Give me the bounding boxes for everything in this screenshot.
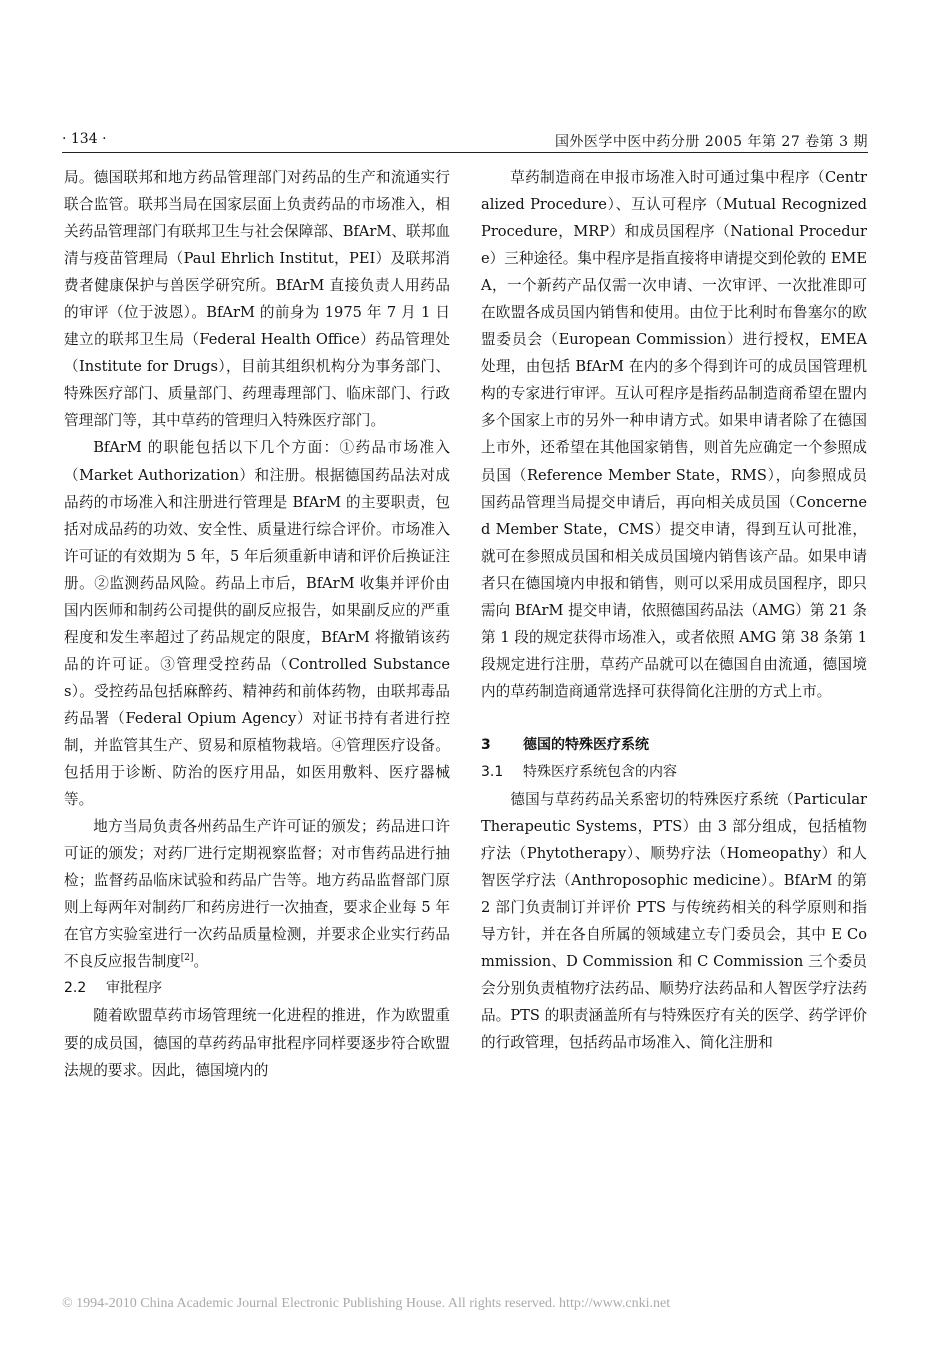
section-2-2-number: 2.2 [64, 980, 87, 997]
section-3-number: 3 [481, 736, 491, 753]
section-3-1-title: 特殊医疗系统包含的内容 [523, 763, 677, 780]
right-column [481, 164, 867, 1057]
running-header [62, 131, 868, 153]
right-paragraph-1: 草药制造商在申报市场准入时可通过集中程序（Centralized Procedure）、互认可程序（Mutual Recognized Procedure，MRP）和成员国程序（National Procedure）三种途径。集中程序是指直接将申请提交到伦敦的 EMEA，一个新药产品仅需一次申请、一次审评、一次批准即可在欧盟各成员国内销售和使用。由位于比利时布鲁塞尔的欧盟委员会（European Commission）进行授权，EMEA 处理，由包括 BfArM 在内的多个得到许可的成员国管理机构的专家进行审评。互认可程序是指药品制造商希望在盟内多个国家上市的另外一种申请方式。如果申请者除了在德国上市外，还希望在其他国家销售，则首先应确定一个参照成员国（Reference Member State，RMS），向参照成员国药品管理当局提交申请后，再向相关成员国（Concerned Member State，CMS）提交申请，得到互认可批准，就可在参照成员国和相关成员国境内销售该产品。如果申请者只在德国境内申报和销售，则可以采用成员国程序，即只需向 BfArM 提交申请，依照德国药品法（AMG）第 21 条第 1 段的规定获得市场准入，或者依照 AMG 第 38 条第 1 段规定进行注册，草药产品就可以在德国自由流通，德国境内的草药制造商通常选择可获得简化注册的方式上市。 [481, 169, 867, 700]
left-paragraph-4: 随着欧盟草药市场管理统一化进程的推进，作为欧盟重要的成员国，德国的草药药品审批程序同样要逐步符合欧盟法规的要求。因此，德国境内的 [64, 1007, 450, 1079]
section-3-1-heading [481, 759, 867, 786]
section-3-title: 德国的特殊医疗系统 [523, 736, 649, 753]
copyright-footer: © 1994-2010 China Academic Journal Electronic Publishing House. All rights reserved. http://www.cnki.net [62, 1296, 671, 1311]
citation-2: [2] [180, 953, 194, 964]
left-paragraph-3 [64, 813, 450, 975]
section-gap [481, 705, 867, 732]
journal-title: 国外医学中医中药分册 2005 年第 27 卷第 3 期 [554, 134, 868, 150]
right-paragraph-2: 德国与草药药品关系密切的特殊医疗系统（Particular Therapeutic Systems，PTS）由 3 部分组成，包括植物疗法（Phytotherapy）、顺势疗法（Homeopathy）和人智医学疗法（Anthroposophic medicine）。BfArM 的第 2 部门负责制订并评价 PTS 与传统药相关的科学原则和指导方针，并在各自所属的领域建立专门委员会，其中 E Commission、D Commission 和 C Commission 三个委员会分别负责植物疗法药品、顺势疗法药品和人智医学疗法药品。PTS 的职责涵盖所有与特殊医疗有关的医学、药学评价的行政管理，包括药品市场准入、简化注册和 [481, 791, 867, 1052]
left-paragraph-1: 局。德国联邦和地方药品管理部门对药品的生产和流通实行联合监管。联邦当局在国家层面上负责药品的市场准入，相关药品管理部门有联邦卫生与社会保障部、BfArM、联邦血清与疫苗管理局（Paul Ehrlich Institut，PEI）及联邦消费者健康保护与兽医学研究所。BfArM 直接负责人用药品的审评（位于波恩）。BfArM 的前身为 1975 年 7 月 1 日建立的联邦卫生局（Federal Health Office）药品管理处（Institute for Drugs），目前其组织机构分为事务部门、特殊医疗部门、质量部门、药理毒理部门、临床部门、行政管理部门等，其中草药的管理归入特殊医疗部门。 [64, 169, 450, 430]
left-column [64, 164, 450, 1084]
section-2-2-heading [64, 975, 450, 1002]
left-paragraph-3-text: 地方当局负责各州药品生产许可证的颁发；药品进口许可证的颁发；对药厂进行定期视察监督；对市售药品进行抽检；监督药品临床试验和药品广告等。地方药品监督部门原则上每两年对制药厂和药房进行一次抽查，要求企业每 5 年在官方实验室进行一次药品质量检测，并要求企业实行药品不良反应报告制度 [64, 818, 450, 971]
left-paragraph-3-end: 。 [193, 953, 209, 971]
section-2-2-title: 审批程序 [106, 980, 162, 997]
section-3-heading [481, 732, 867, 759]
header-rule [62, 152, 868, 153]
left-paragraph-2: BfArM 的职能包括以下几个方面：①药品市场准入（Market Authorization）和注册。根据德国药品法对成品药的市场准入和注册进行管理是 BfArM 的主要职责，包括对成品药的功效、安全性、质量进行综合评价。市场准入许可证的有效期为 5 年，5 年后须重新申请和评价后换证注册。②监测药品风险。药品上市后，BfArM 收集并评价由国内医师和制药公司提供的副反应报告，如果副反应的严重程度和发生率超过了药品规定的限度，BfArM 将撤销该药品的许可证。③管理受控药品（Controlled Substances）。受控药品包括麻醉药、精神药和前体药物，由联邦毒品药品署（Federal Opium Agency）对证书持有者进行控制，并监管其生产、贸易和原植物栽培。④管理医疗设备。包括用于诊断、防治的医疗用品，如医用敷料、医疗器械等。 [64, 439, 450, 809]
section-3-1-number: 3.1 [481, 763, 504, 780]
page-number: · 134 · [62, 131, 107, 147]
